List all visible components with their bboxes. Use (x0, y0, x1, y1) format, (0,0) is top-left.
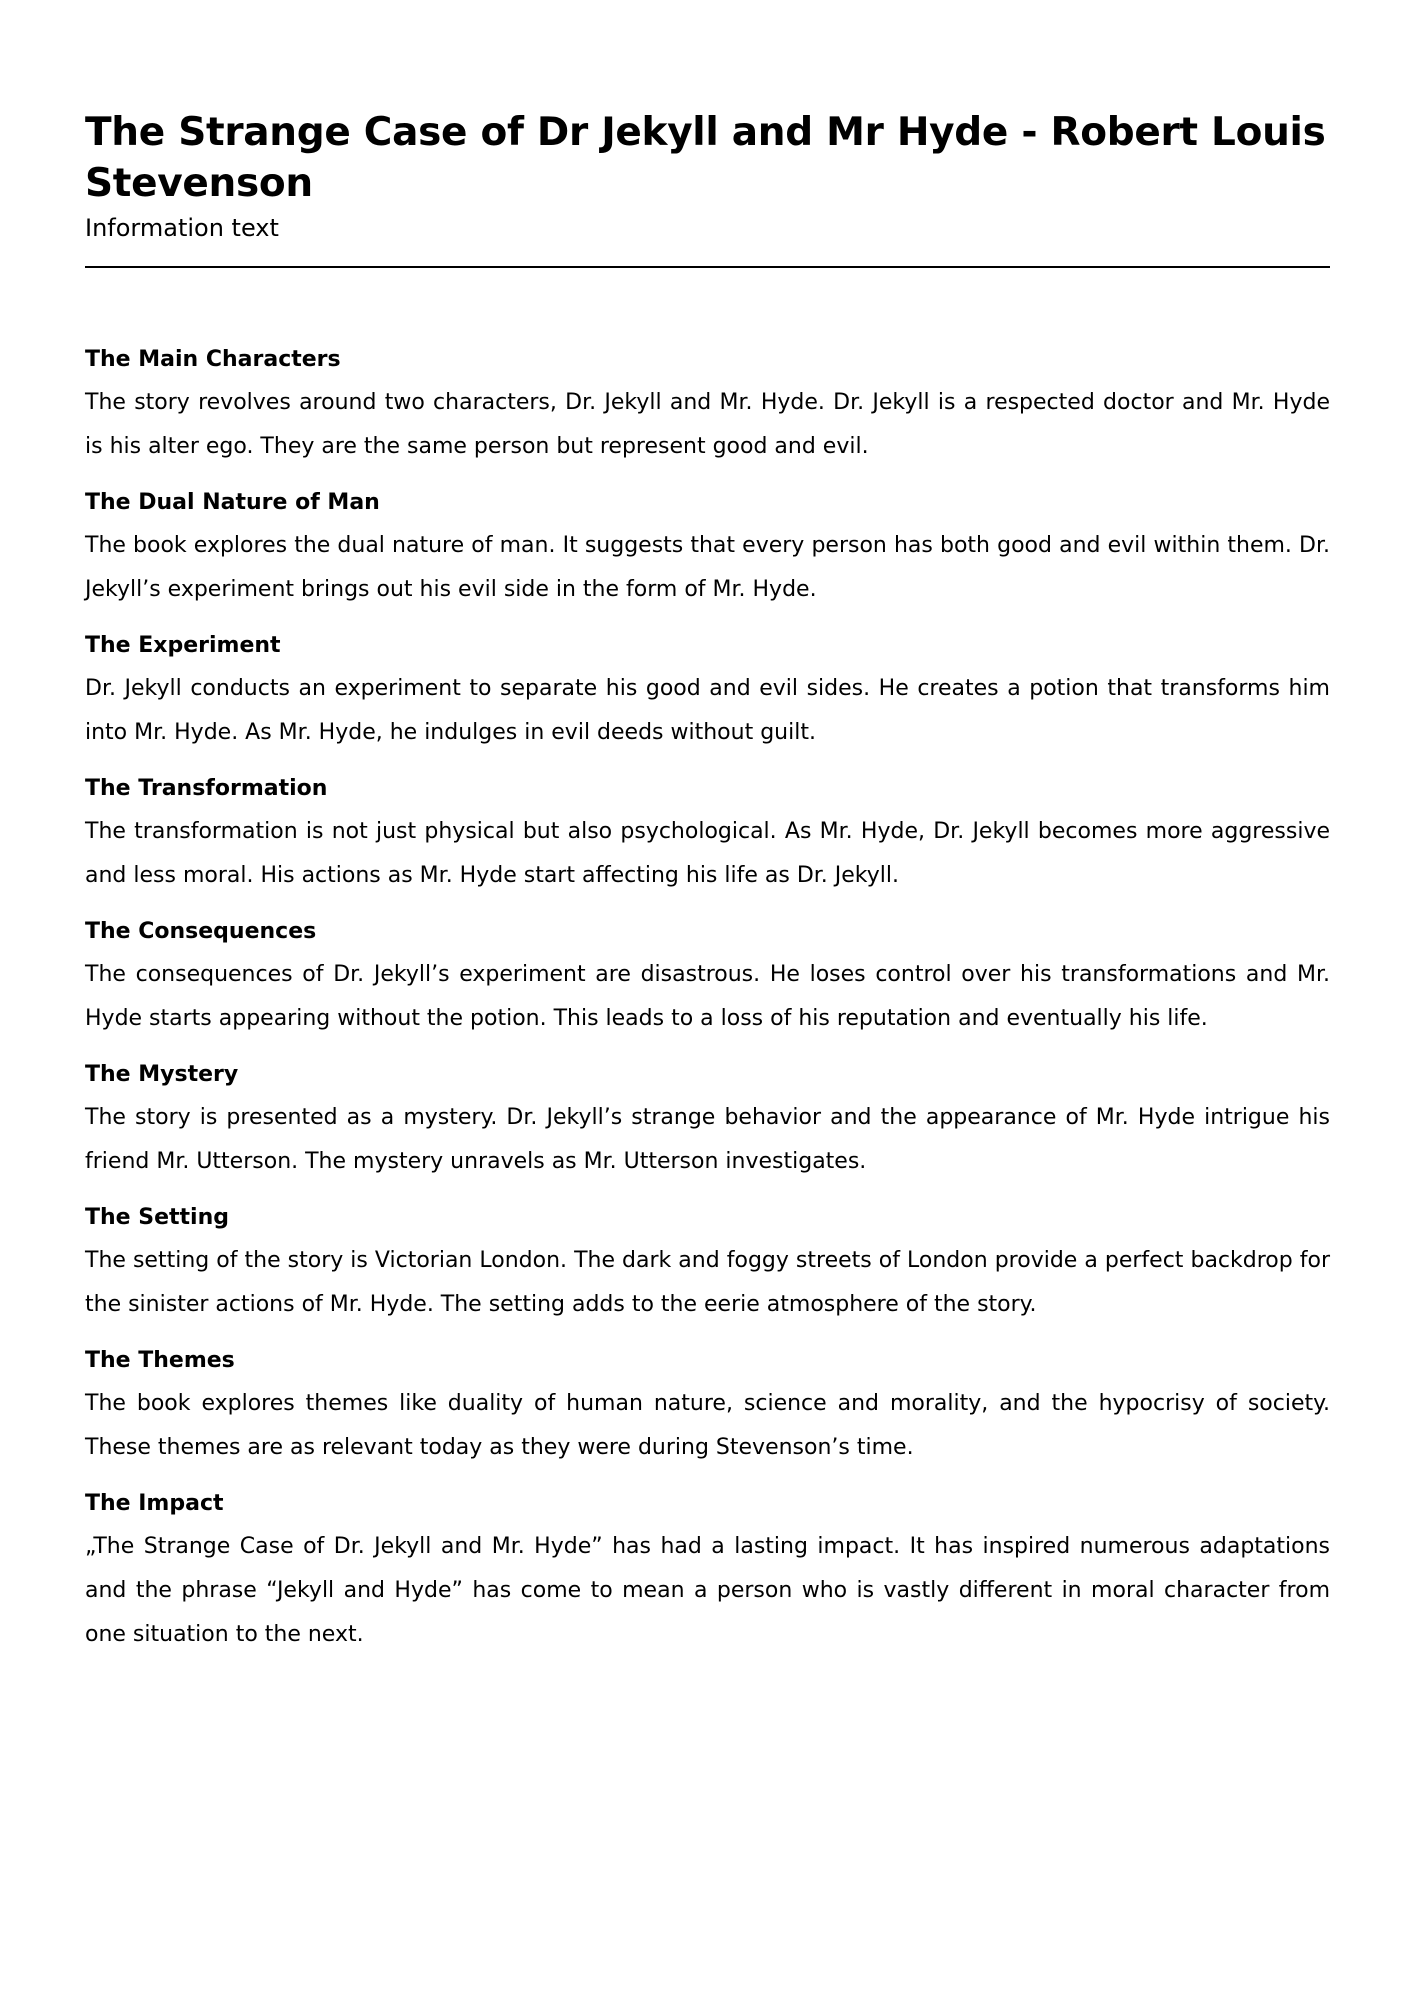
section-body: The story is presented as a mystery. Dr. Jekyll’s strange behavior and the appearance of Mr. Hyde intrigue his friend Mr. Utterson. The mystery unravels as Mr. Utterson investigates. (85, 1105, 1330, 1174)
section-consequences (85, 916, 1330, 1041)
section-heading: The Experiment (85, 633, 281, 658)
section-dual-nature (85, 487, 1330, 612)
section-body: The transformation is not just physical but also psychological. As Mr. Hyde, Dr. Jekyll becomes more aggressive and less moral. His actions as Mr. Hyde start affecting his life as Dr. Jekyll. (85, 819, 1330, 888)
section-heading: The Setting (85, 1205, 229, 1230)
section-heading: The Dual Nature of Man (85, 490, 380, 515)
section-heading: The Main Characters (85, 347, 341, 372)
section-main-characters (85, 344, 1330, 469)
section-mystery (85, 1059, 1330, 1184)
document-page (85, 107, 1330, 1675)
section-body: The book explores the dual nature of man. It suggests that every person has both good and evil within them. Dr. Jekyll’s experiment brings out his evil side in the form of Mr. Hyde. (85, 533, 1330, 602)
section-heading: The Consequences (85, 919, 317, 944)
section-transformation (85, 773, 1330, 898)
section-heading: The Mystery (85, 1062, 239, 1087)
title-divider (85, 266, 1330, 268)
sections-list (85, 344, 1330, 1657)
section-heading: The Themes (85, 1348, 235, 1373)
section-themes (85, 1345, 1330, 1470)
section-heading: The Transformation (85, 776, 328, 801)
section-body: The consequences of Dr. Jekyll’s experiment are disastrous. He loses control over his transformations and Mr. Hyde starts appearing without the potion. This leads to a loss of his reputation and eventually his life. (85, 962, 1330, 1031)
section-body: Dr. Jekyll conducts an experiment to separate his good and evil sides. He creates a potion that transforms him into Mr. Hyde. As Mr. Hyde, he indulges in evil deeds without guilt. (85, 676, 1330, 745)
document-subtitle: Information text (85, 214, 279, 242)
section-body: The setting of the story is Victorian London. The dark and foggy streets of London provide a perfect backdrop for the sinister actions of Mr. Hyde. The setting adds to the eerie atmosphere of the story. (85, 1248, 1330, 1317)
section-experiment (85, 630, 1330, 755)
document-title: The Strange Case of Dr Jekyll and Mr Hyde - Robert Louis Stevenson (85, 110, 1326, 206)
section-setting (85, 1202, 1330, 1327)
section-body: The story revolves around two characters, Dr. Jekyll and Mr. Hyde. Dr. Jekyll is a respected doctor and Mr. Hyde is his alter ego. They are the same person but represent good and evil. (85, 390, 1330, 459)
section-body: „The Strange Case of Dr. Jekyll and Mr. Hyde” has had a lasting impact. It has inspired numerous adaptations and the phrase “Jekyll and Hyde” has come to mean a person who is vastly different in moral character from one situation to the next. (85, 1534, 1330, 1647)
section-body: The book explores themes like duality of human nature, science and morality, and the hypocrisy of society. These themes are as relevant today as they were during Stevenson’s time. (85, 1391, 1330, 1460)
section-impact (85, 1488, 1330, 1657)
section-heading: The Impact (85, 1491, 224, 1516)
